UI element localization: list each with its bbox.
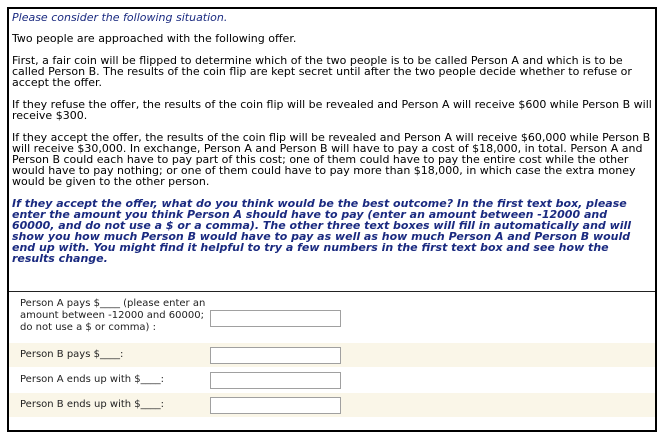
instructions-paragraph: If they accept the offer, what do you think would be the best outcome? In the first text box, please enter the amount you think Person A should have to pay (enter an amount between -12000 and 60000, and do not use a $ or a comma). The other three text boxes will fill in automatically and will show you how much Person B would have to pay as well as how much Person A and Person B would end up with. You might find it helpful to try a few numbers in the first text box and see how the results change. [12, 197, 632, 265]
form-row-person-b-pays [9, 343, 655, 368]
scenario-text [12, 12, 652, 264]
person-a-ends-up-input[interactable] [210, 372, 341, 389]
payment-form [9, 293, 655, 418]
form-row-person-a-pays [9, 293, 655, 343]
offer-paragraph: Two people are approached with the following offer. [12, 32, 297, 45]
survey-frame [7, 7, 657, 432]
form-row-person-a-ends-up [9, 368, 655, 393]
refuse-paragraph: If they refuse the offer, the results of the coin flip will be revealed and Person A will receive $600 while Person B will receive $300. [12, 98, 652, 122]
person-b-pays-label: Person B pays $____: [20, 349, 124, 360]
person-a-pays-label: Person A pays $____ (please enter an amount between -12000 and 60000; do not use a $ or comma) : [20, 298, 206, 333]
coin-flip-paragraph: First, a fair coin will be flipped to determine which of the two people is to be called Person A and which is to be called Person B. The results of the coin flip are kept secret until after the two people decide whether to refuse or accept the offer. [12, 54, 632, 89]
person-a-ends-up-label: Person A ends up with $____: [20, 374, 165, 385]
accept-paragraph: If they accept the offer, the results of the coin flip will be revealed and Person A will receive $60,000 while Person B will receive $30,000. In exchange, Person A and Person B will have to pay a cost of $18,000, in total. Person A and Person B could each have to pay part of this cost; one of them could have to pay the entire cost while the other would have to pay nothing; or one of them could have to pay more than $18,000, in which case the extra money would be given to the other person. [12, 131, 651, 188]
person-a-pays-input[interactable] [210, 310, 341, 327]
section-divider [9, 291, 655, 292]
form-row-person-b-ends-up [9, 393, 655, 418]
person-b-pays-input[interactable] [210, 347, 341, 364]
person-b-ends-up-label: Person B ends up with $____: [20, 399, 165, 410]
lead-text: Please consider the following situation. [12, 11, 228, 24]
person-b-ends-up-input[interactable] [210, 397, 341, 414]
